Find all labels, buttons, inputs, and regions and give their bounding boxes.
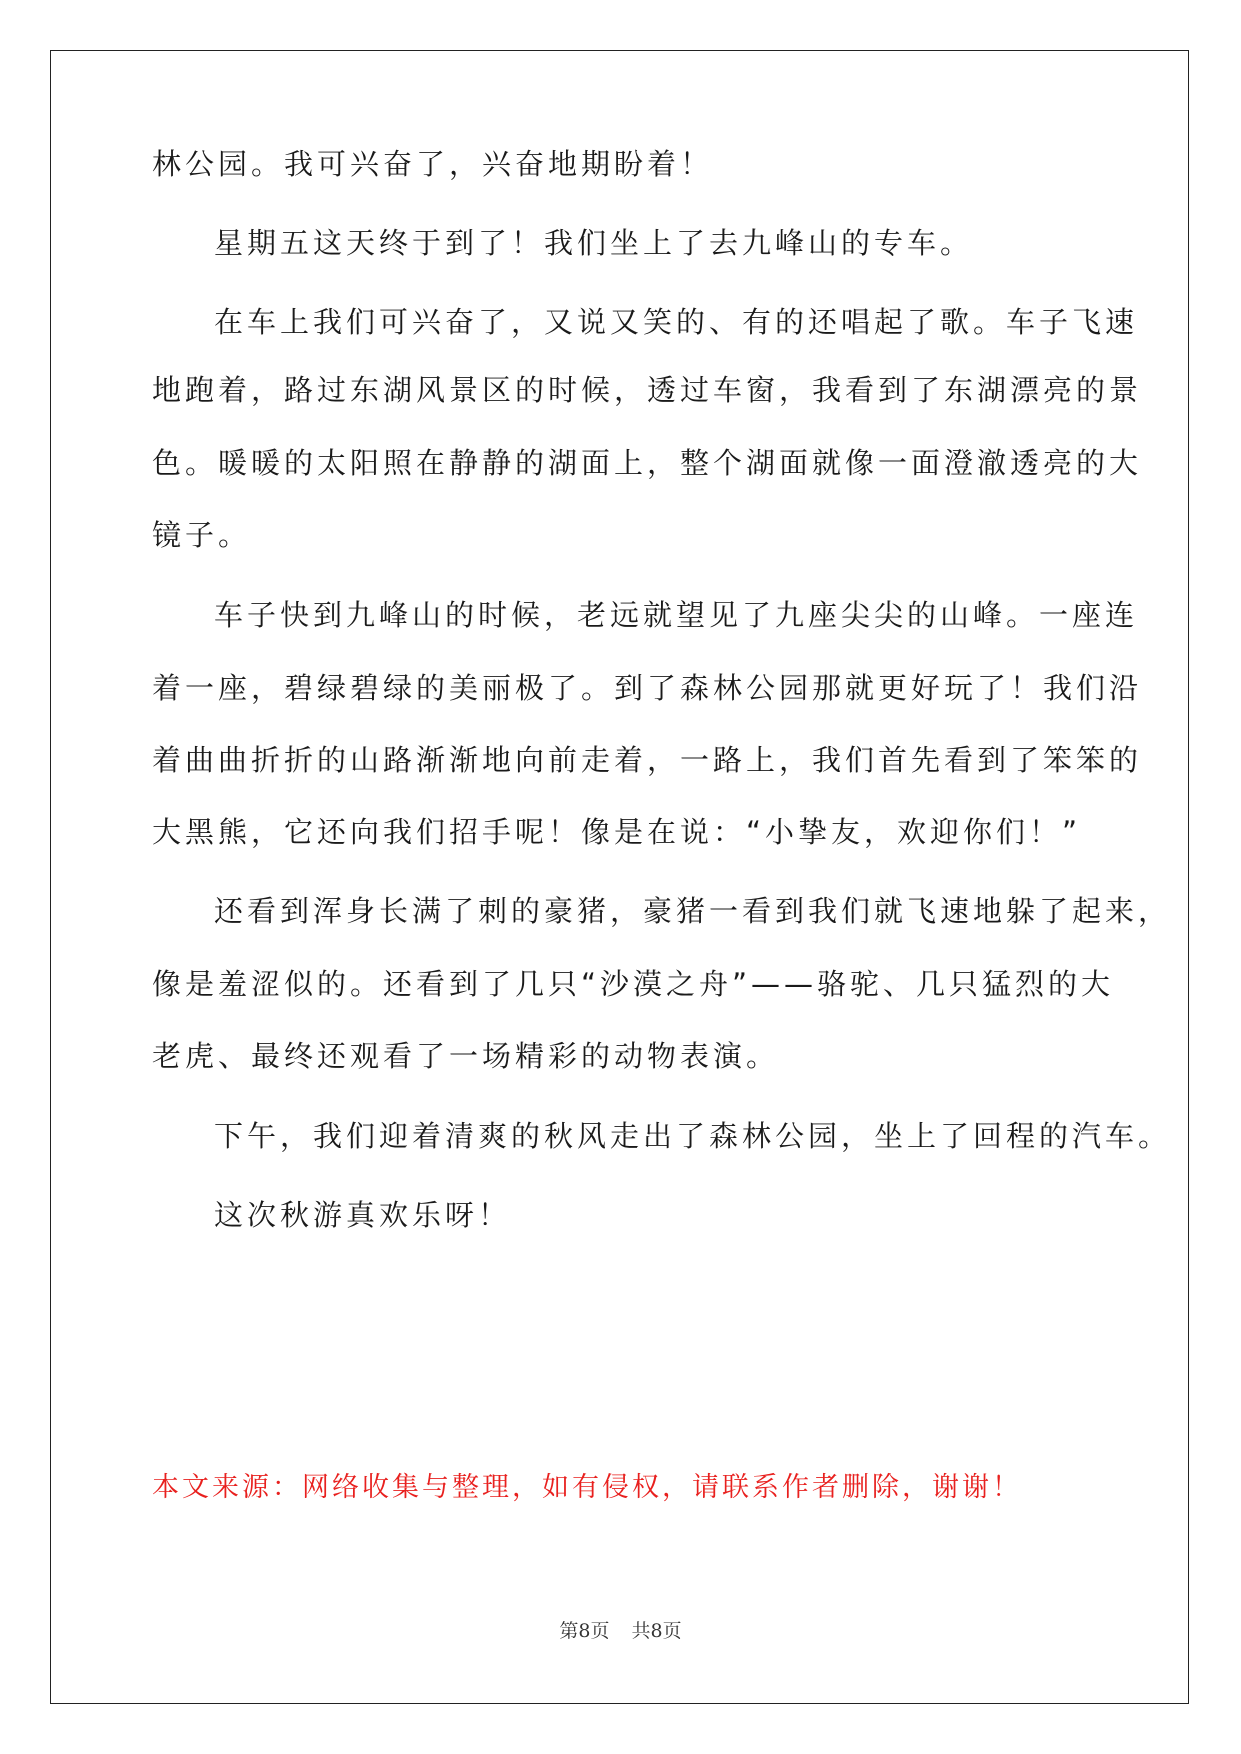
page-border <box>50 50 1189 1704</box>
paragraph-line: 着曲曲折折的山路渐渐地向前走着，一路上，我们首先看到了笨笨的 <box>152 743 1143 777</box>
page-footer <box>0 1616 1241 1643</box>
paragraph-line: 林公园。我可兴奋了，兴奋地期盼着！ <box>152 147 714 181</box>
paragraph-line: 老虎、最终还观看了一场精彩的动物表演。 <box>152 1039 780 1073</box>
source-note: 本文来源：网络收集与整理，如有侵权，请联系作者删除，谢谢！ <box>152 1472 1022 1503</box>
paragraph-line: 还看到浑身长满了刺的豪猪，豪猪一看到我们就飞速地躲了起来， <box>214 894 1172 928</box>
paragraph-line: 这次秋游真欢乐呀！ <box>214 1198 512 1232</box>
paragraph-line: 色。暖暖的太阳照在静静的湖面上，整个湖面就像一面澄澈透亮的大 <box>152 446 1143 480</box>
paragraph-line: 着一座，碧绿碧绿的美丽极了。到了森林公园那就更好玩了！我们沿 <box>152 671 1143 705</box>
paragraph-line: 下午，我们迎着清爽的秋风走出了森林公园，坐上了回程的汽车。 <box>214 1119 1172 1153</box>
paragraph-line: 在车上我们可兴奋了，又说又笑的、有的还唱起了歌。车子飞速 <box>214 305 1139 339</box>
paragraph-line: 地跑着，路过东湖风景区的时候，透过车窗，我看到了东湖漂亮的景 <box>152 373 1143 407</box>
page-number-current: 第8页 <box>559 1620 610 1642</box>
page-number-total: 共8页 <box>631 1620 682 1642</box>
paragraph-line: 车子快到九峰山的时候，老远就望见了九座尖尖的山峰。一座连 <box>214 598 1139 632</box>
paragraph-line: 大黑熊，它还向我们招手呢！像是在说：“小挚友，欢迎你们！” <box>152 815 1082 849</box>
paragraph-line: 星期五这天终于到了！我们坐上了去九峰山的专车。 <box>214 226 974 260</box>
paragraph-line: 镜子。 <box>152 518 252 552</box>
paragraph-line: 像是羞涩似的。还看到了几只“沙漠之舟”——骆驼、几只猛烈的大 <box>152 967 1115 1001</box>
